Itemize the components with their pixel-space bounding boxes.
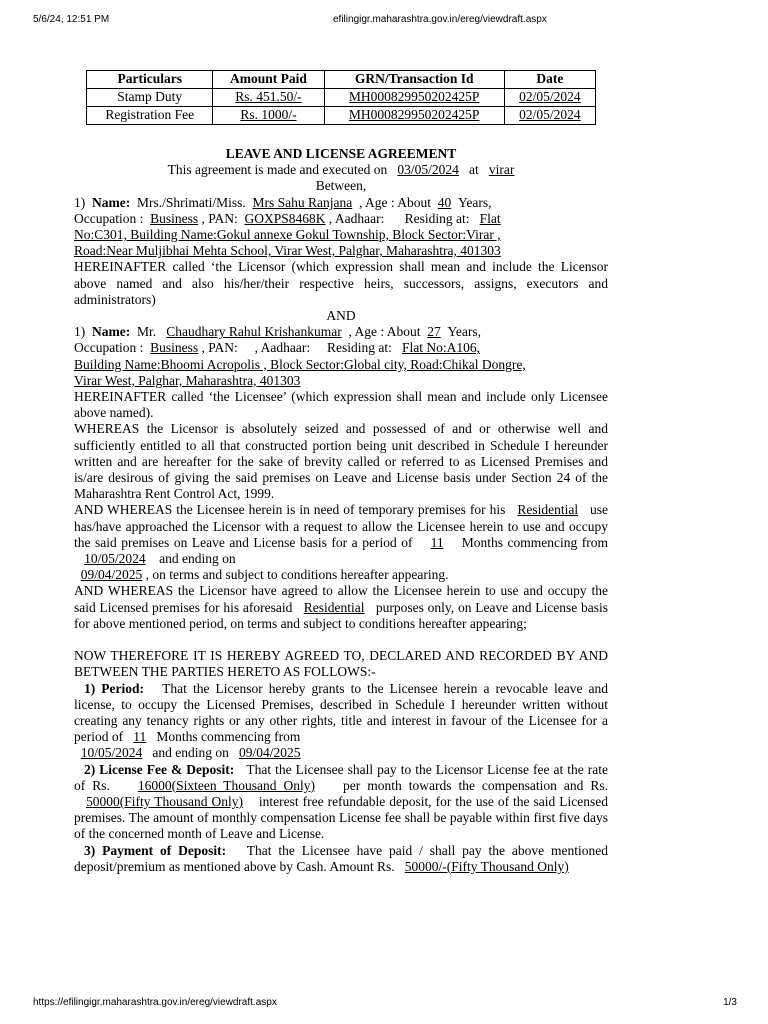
licensee-residing-label: Residing at:: [327, 340, 392, 356]
execution-prefix: This agreement is made and executed on: [167, 162, 388, 178]
licensee-occupation: Business: [150, 340, 199, 356]
clause-period-text-c: and ending on: [152, 745, 229, 761]
start-date: 10/05/2024: [84, 551, 146, 567]
licensor-name: Mrs Sahu Ranjana: [252, 194, 353, 210]
table-cell: 02/05/2024: [504, 107, 595, 125]
licensee-salutation: Mr.: [136, 324, 157, 340]
end-date: 09/04/2025: [80, 567, 143, 583]
clause-period-text-a: That the Licensor hereby grants to the Licensee herein a revocable leave and license, to occupy the Licensed Premises, described in Schedule I hereunder written without creating any tenancy rights or any other rights, title and interest in favour of the Licensee for a period of: [74, 680, 608, 745]
license-fee-amount: 16000(Sixteen Thousand Only): [137, 777, 316, 793]
table-row: [87, 89, 596, 107]
and-separator: AND: [326, 308, 356, 324]
clause-period: [74, 681, 608, 762]
agreement-title: LEAVE AND LICENSE AGREEMENT: [225, 146, 457, 161]
clause-deposit-label: 3) Payment of Deposit:: [84, 842, 227, 858]
licensor-address-line-3: Road:Near Muljibhai Mehta School, Virar West, Palghar, Maharashtra, 401303: [74, 243, 501, 259]
whereas-2-text-a: AND WHEREAS the Licensee herein is in need of temporary premises for his: [74, 502, 506, 518]
clause-period-text-b: Months commencing from: [156, 729, 301, 745]
fees-table-header: [87, 71, 596, 89]
use-type: Residential: [303, 599, 365, 615]
licensee-address-line-2: Building Name:Bhoomi Acropolis , Block Sector:Global city, Road:Chikal Dongre,: [74, 356, 526, 372]
whereas-2-text-b: use has/have approached the Licensor with a request to allow the Licensee herein to use and occupy the said premises on Leave and License basis for a: [74, 502, 609, 550]
licensor-number: 1): [74, 194, 86, 210]
licensor-salutation: Mrs./Shrimati/Miss.: [136, 194, 246, 210]
clause-payment-of-deposit: [74, 843, 608, 875]
column-header: Amount Paid: [213, 71, 324, 89]
months-commencing-label: Months commencing from: [461, 534, 609, 550]
clause-license-fee: [74, 762, 608, 843]
licensee-name-label: Name:: [92, 324, 131, 340]
clause-fee-text-a: That the Licensee shall pay to the Licensor License fee at the rate of Rs.: [74, 761, 609, 793]
deposit-amount: 50000(Fifty Thousand Only): [85, 793, 243, 809]
licensor-age: 40: [437, 194, 452, 210]
deposit-paid-amount: 50000/-(Fifty Thousand Only): [404, 858, 569, 874]
clause-period-end-date: 09/04/2025: [239, 745, 301, 761]
licensor-aadhaar-label: , Aadhaar:: [328, 210, 385, 226]
licensor-occupation: Business: [150, 210, 199, 226]
and-ending-on-label: and ending on: [159, 551, 236, 567]
licensee-aadhaar-label: , Aadhaar:: [254, 340, 311, 356]
between-label: Between,: [315, 178, 367, 194]
table-cell: Rs. 451.50/-: [213, 89, 324, 107]
table-cell: MH000829950202425P: [324, 89, 504, 107]
period-of-label: period of: [362, 534, 413, 550]
column-header: GRN/Transaction Id: [324, 71, 504, 89]
print-page-url-title: efilingigr.maharashtra.gov.in/ereg/viewdraft.aspx: [333, 14, 547, 25]
licensee-name: Chaudhary Rahul Krishankumar: [166, 324, 342, 340]
licensor-address-line-2: No:C301, Building Name:Gokul annexe Gokul Township, Block Sector:Virar ,: [74, 227, 501, 243]
whereas-2-text-c: , on terms and subject to conditions hereafter appearing.: [145, 567, 449, 583]
table-cell: Registration Fee: [87, 107, 213, 125]
fees-table: [86, 70, 596, 125]
whereas-3-text-a: AND WHEREAS the Licensor have agreed to allow the Licensee herein to use and occupy the said Licensed premises for his aforesaid: [74, 583, 608, 615]
licensee-occupation-label: Occupation :: [74, 340, 144, 356]
print-datetime: 5/6/24, 12:51 PM: [33, 14, 110, 25]
licensee-pan-label: , PAN:: [201, 340, 238, 356]
clause-fee-label: 2) License Fee & Deposit:: [84, 761, 235, 777]
licensor-details: [74, 195, 608, 260]
licensee-address-line-1: Flat No:A106,: [402, 340, 481, 356]
licensor-age-label: , Age : About: [358, 194, 431, 210]
licensor-hereinafter: HEREINAFTER called ‘the Licensor (which expression shall mean and include the Licensor above named and also his/her/their respective heirs, successors, assigns, executors and administrators): [74, 259, 608, 307]
execution-at: at: [469, 162, 479, 178]
licensor-pan: GOXPS8468K: [244, 210, 326, 226]
licensor-years-label: Years,: [458, 194, 492, 210]
clause-period-months: 11: [133, 729, 147, 745]
table-cell: Stamp Duty: [87, 89, 213, 107]
print-page-counter: 1/3: [723, 997, 737, 1008]
whereas-paragraph-2: [74, 502, 608, 583]
licensor-pan-label: , PAN:: [201, 210, 238, 226]
execution-place: virar: [488, 162, 515, 178]
licensee-age-label: , Age : About: [348, 324, 421, 340]
licensee-years-label: Years,: [447, 324, 481, 340]
whereas-paragraph-3: [74, 583, 608, 632]
licensee-address-line-3: Virar West, Palghar, Maharashtra, 401303: [74, 372, 301, 388]
clause-period-label: 1) Period:: [84, 680, 145, 696]
licensor-occupation-label: Occupation :: [74, 210, 144, 226]
now-therefore-paragraph: NOW THEREFORE IT IS HEREBY AGREED TO, DECLARED AND RECORDED BY AND BETWEEN THE PARTIES HERETO AS FOLLOWS:-: [74, 648, 608, 680]
clause-fee-text-b: per month towards the compensation and Rs.: [343, 777, 609, 793]
table-row: [87, 107, 596, 125]
execution-date: 03/05/2024: [397, 162, 459, 178]
whereas-3-text-b: purposes only, on Leave and License basis for above mentioned period, on terms and subject to conditions hereafter appearing;: [74, 599, 609, 631]
execution-line: [74, 162, 608, 178]
whereas-paragraph-1: WHEREAS the Licensor is absolutely seized and possessed of and or otherwise well and sufficiently entitled to all that constructed portion being unit described in Schedule I hereunder written and are hereafter for the sake of brevity called or referred to as Licensed Premises and is/are desirous of giving the said premises on Leave and License basis under Section 24 of the Maharashtra Rent Control Act, 1999.: [74, 421, 608, 502]
table-cell: Rs. 1000/-: [213, 107, 324, 125]
clause-period-start-date: 10/05/2024: [80, 745, 143, 761]
table-cell: MH000829950202425P: [324, 107, 504, 125]
licensee-details: [74, 324, 608, 389]
print-footer-url: https://efilingigr.maharashtra.gov.in/ereg/viewdraft.aspx: [33, 997, 277, 1008]
licensee-number: 1): [74, 324, 86, 340]
agreement-document: [74, 70, 608, 875]
clause-fee-text-c: interest free refundable deposit, for the use of the said Licensed premises. The amount of monthly compensation License fee shall be payable within first five days of the concerned month of Leave and License.: [74, 793, 609, 842]
licensor-residing-label: Residing at:: [404, 210, 470, 226]
licensor-name-label: Name:: [92, 194, 131, 210]
licensee-age: 27: [427, 324, 441, 340]
use-type: Residential: [517, 502, 579, 518]
column-header: Particulars: [87, 71, 213, 89]
table-cell: 02/05/2024: [504, 89, 595, 107]
clause-deposit-text: That the Licensee have paid / shall pay the above mentioned deposit/premium as mentioned above by Cash. Amount Rs.: [74, 842, 608, 874]
licensor-address-line-1: Flat: [479, 210, 501, 226]
column-header: Date: [504, 71, 595, 89]
licensee-hereinafter: HEREINAFTER called ‘the Licensee’ (which expression shall mean and include only Licensee above named).: [74, 389, 608, 421]
period-months: 11: [430, 534, 444, 550]
